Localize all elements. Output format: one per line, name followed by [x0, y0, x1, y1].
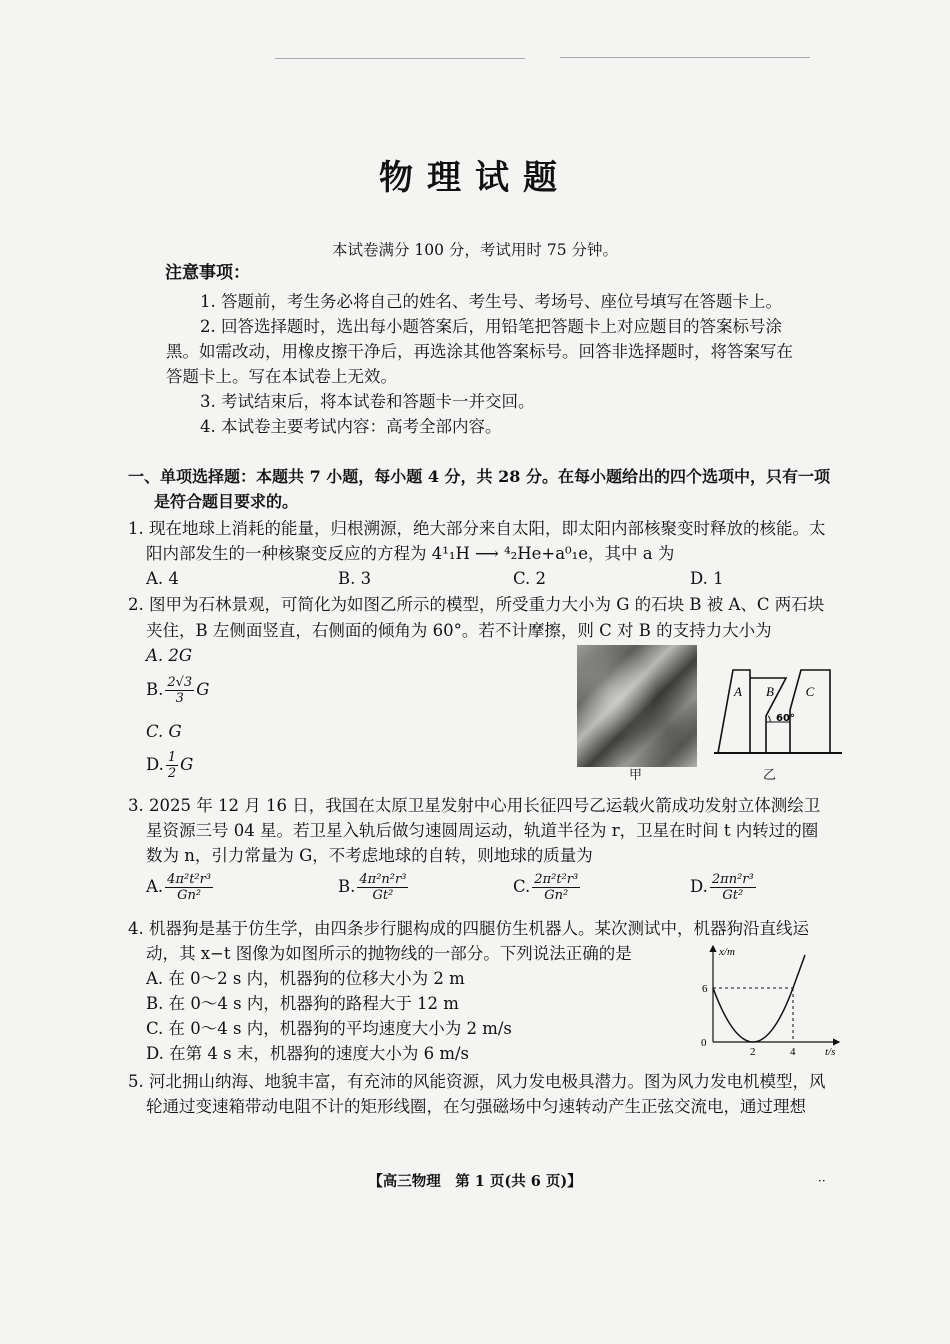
graph-xlabel: t/s	[825, 1046, 836, 1058]
notice-item: 答题卡上。写在本试卷上无效。	[166, 367, 397, 386]
question-2-option-c: C. G	[146, 722, 182, 741]
parabola-curve	[713, 955, 805, 1042]
diagram-label-b: B	[766, 684, 774, 699]
page-title: 物理试题	[379, 158, 571, 198]
question-2-option-d: D. $\frac{1}{2}$ G	[146, 750, 194, 781]
question-3-option-c: C. $\frac{\text{2π²t²r³}}{\text{Gn²}}$	[513, 872, 579, 903]
notice-item: 4. 本试卷主要考试内容：高考全部内容。	[200, 417, 502, 436]
page-footer: 【高三物理 第 1 页(共 6 页)】	[368, 1173, 582, 1190]
section-heading-cont: 是符合题目要求的。	[154, 492, 299, 511]
question-1-option-a: A. 4	[146, 569, 179, 588]
x-t-graph	[695, 940, 845, 1060]
question-2-text: 夹住，B 左侧面竖直，右侧面的倾角为 60°。若不计摩擦，则 C 对 B 的支持力大小为	[146, 621, 772, 640]
fraction: $\frac{1}{2}$	[167, 750, 177, 781]
question-1-text: 1. 现在地球上消耗的能量，归根溯源，绝大部分来自太阳，即太阳内部核聚变时释放的核能。太	[128, 519, 826, 538]
question-3-text: 数为 n，引力常量为 G，不考虑地球的自转，则地球的质量为	[146, 846, 593, 865]
graph-origin: 0	[701, 1037, 707, 1049]
notice-item: 1. 答题前，考生务必将自己的姓名、考生号、考场号、座位号填写在答题卡上。	[200, 292, 782, 311]
question-4-text: 动，其 x−t 图像为如图所示的抛物线的一部分。下列说法正确的是	[146, 944, 632, 963]
question-3-option-d: D. $\frac{\text{2πn²r³}}{\text{Gt²}}$	[690, 872, 754, 903]
question-1-option-c: C. 2	[513, 569, 547, 588]
question-4-option-a: A. 在 0～2 s 内，机器狗的位移大小为 2 m	[146, 969, 465, 988]
question-5-text: 5. 河北拥山纳海、地貌丰富，有充沛的风能资源，风力发电极具潜力。图为风力发电机模型，风	[128, 1072, 826, 1091]
question-5-text: 轮通过变速箱带动电阻不计的矩形线圈，在匀强磁场中匀速转动产生正弦交流电，通过理想	[146, 1097, 806, 1116]
question-2-option-a: A. 2G	[146, 646, 193, 665]
page-subtitle: 本试卷满分 100 分，考试用时 75 分钟。	[331, 241, 619, 259]
question-3-option-b: B. $\frac{\text{4π²n²r³}}{\text{Gt²}}$	[338, 872, 407, 903]
figure-label-jia: 甲	[629, 768, 643, 783]
question-3-text: 星资源三号 04 星。若卫星入轨后做匀速圆周运动，轨道半径为 r，卫星在时间 t 内转过的圈	[146, 821, 819, 840]
diagram-label-a: A	[734, 684, 742, 699]
footer-mark: ··	[818, 1174, 826, 1188]
scan-artifact	[275, 58, 525, 59]
fraction: $\frac{\text{2π²t²r³}}{\text{Gn²}}$	[534, 872, 579, 903]
notice-item: 2. 回答选择题时，选出每小题答案后，用铅笔把答题卡上对应题目的答案标号涂	[200, 317, 782, 336]
question-4-text: 4. 机器狗是基于仿生学，由四条步行腿构成的四腿仿生机器人。某次测试中，机器狗沿直线运	[128, 919, 809, 938]
section-heading: 一、单项选择题：本题共 7 小题，每小题 4 分，共 28 分。在每小题给出的四个选项中，只有一项	[128, 467, 830, 486]
stone-model-diagram	[710, 660, 845, 760]
scan-artifact	[560, 57, 810, 58]
question-1-option-b: B. 3	[338, 569, 372, 588]
question-4-option-d: D. 在第 4 s 末，机器狗的速度大小为 6 m/s	[146, 1044, 469, 1063]
diagram-label-c: C	[805, 684, 815, 699]
fraction: $\frac{\text{4π²t²r³}}{\text{Gn²}}$	[167, 872, 212, 903]
graph-ylabel: x/m	[719, 946, 735, 958]
fraction: $\frac{2√3}{3}$	[167, 675, 193, 706]
graph-y-tick: 6	[702, 983, 708, 995]
question-4-option-c: C. 在 0～4 s 内，机器狗的平均速度大小为 2 m/s	[146, 1019, 512, 1038]
figure-label-yi: 乙	[763, 768, 777, 783]
stone-forest-photo	[577, 645, 697, 767]
question-2-option-b: B. $\frac{2√3}{3}$ G	[146, 675, 210, 706]
question-1-text: 阳内部发生的一种核聚变反应的方程为 4¹₁H ⟶ ⁴₂He+a⁰₁e，其中 a 为	[146, 544, 675, 563]
question-4-option-b: B. 在 0～4 s 内，机器狗的路程大于 12 m	[146, 994, 459, 1013]
fraction: $\frac{\text{2πn²r³}}{\text{Gt²}}$	[711, 872, 754, 903]
graph-x-tick: 4	[790, 1046, 796, 1058]
question-1-option-d: D. 1	[690, 569, 724, 588]
graph-x-tick: 2	[750, 1046, 756, 1058]
question-3-text: 3. 2025 年 12 月 16 日，我国在太原卫星发射中心用长征四号乙运载火箭成功发射立体测绘卫	[128, 796, 821, 815]
diagram-angle-label: 60°	[776, 713, 795, 724]
notice-item: 黑。如需改动，用橡皮擦干净后，再选涂其他答案标号。回答非选择题时，将答案写在	[166, 342, 793, 361]
notice-item: 3. 考试结束后，将本试卷和答题卡一并交回。	[200, 392, 535, 411]
question-3-option-a: A. $\frac{\text{4π²t²r³}}{\text{Gn²}}$	[146, 872, 212, 903]
question-2-text: 2. 图甲为石林景观，可简化为如图乙所示的模型，所受重力大小为 G 的石块 B 被 A、C 两石块	[128, 595, 825, 614]
fraction: $\frac{\text{4π²n²r³}}{\text{Gt²}}$	[359, 872, 407, 903]
notice-heading: 注意事项：	[165, 263, 250, 283]
